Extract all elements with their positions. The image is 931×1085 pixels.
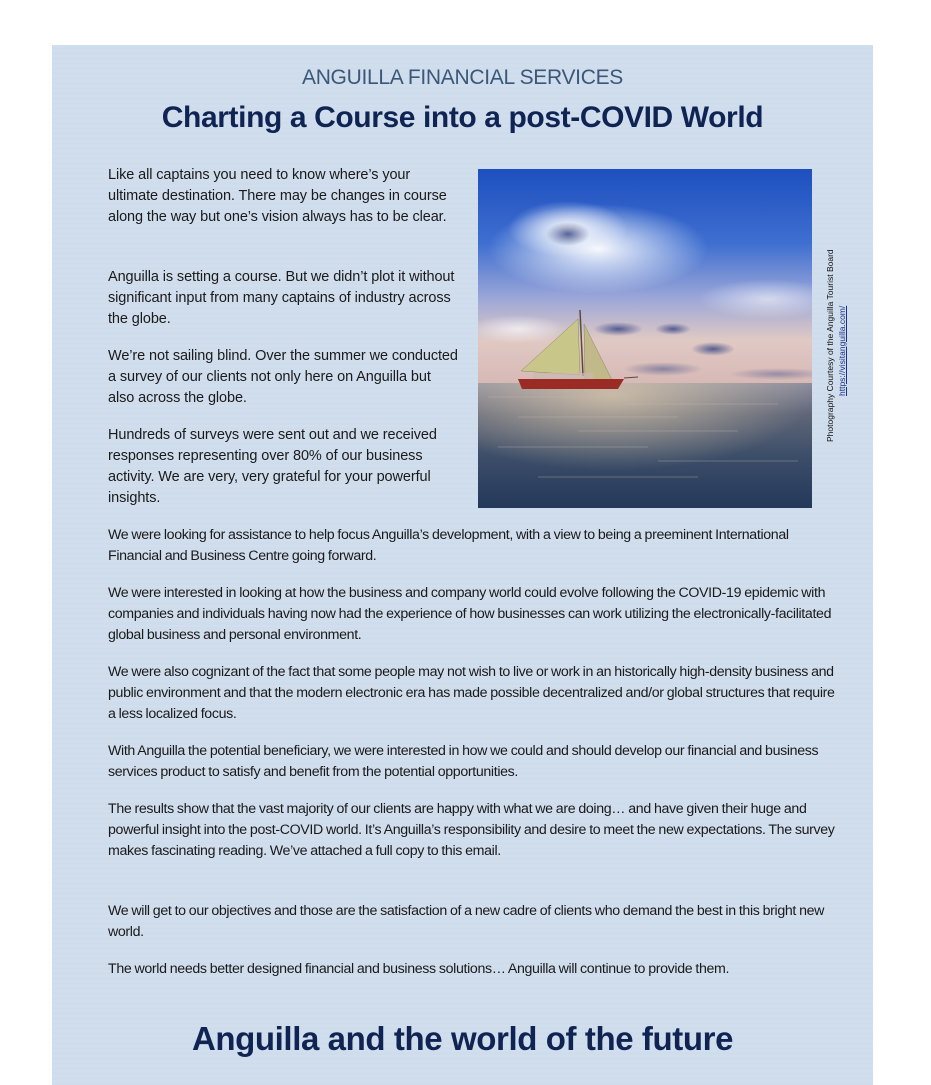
photo-credit (817, 210, 847, 450)
body-paragraph: We were interested in looking at how the business and company world could evolve following the COVID-19 epidemic with companies and individuals having now had the experience of how businesses can work utilizing the electronically-facilitated global business and personal environment. (108, 585, 832, 643)
cloud (546, 222, 590, 246)
body-paragraph: With Anguilla the potential beneficiary, we were interested in how we could and should develop our financial and business services product to satisfy and benefit from the potential opportunities. (108, 743, 819, 780)
intro-paragraph: We’re not sailing blind. Over the summer we conducted a survey of our clients not only here on Anguilla but also across the globe. (108, 348, 458, 406)
organization-name: ANGUILLA FINANCIAL SERVICES (301, 66, 623, 89)
section-heading: Anguilla and the world of the future (191, 1020, 734, 1057)
body-paragraph: The world needs better designed financial and business solutions… Anguilla will continue to provide them. (108, 961, 730, 977)
cloud (623, 362, 703, 376)
body-paragraph: The results show that the vast majority of our clients are happy with what we are doing… and have given their huge and powerful insight into the post-COVID world. It’s Anguilla’s responsibility and desire to meet the new expectations. The survey makes fascinating reading. We’ve attached a full copy to this email. (108, 801, 835, 859)
photo-credit-link[interactable]: https://visitanguilla.com/ (837, 305, 847, 396)
cloud (655, 323, 691, 335)
body-paragraph: We will get to our objectives and those are the satisfaction of a new cadre of clients who demand the best in this bright new world. (108, 903, 825, 940)
page-title: Charting a Course into a post-COVID World (161, 101, 764, 134)
intro-paragraph: Anguilla is setting a course. But we didn’t plot it without significant input from many captains of industry across the globe. (108, 269, 455, 327)
cloud (691, 342, 735, 356)
newsletter-panel (52, 45, 873, 1085)
hull (518, 379, 624, 389)
intro-paragraph: Hundreds of surveys were sent out and we received responses representing over 80% of our business activity. We are very, very grateful for your powerful insights. (108, 427, 437, 506)
photo-credit-text: Photography Courtesy of the Anguilla Tourist Board (825, 249, 835, 442)
body-paragraph: We were also cognizant of the fact that some people may not wish to live or work in an historically high-density business and public environment and that the modern electronic era has made possible decentralized and/or global structures that require a less localized focus. (108, 664, 835, 722)
sailboat-photo (478, 169, 812, 508)
sun-reflection (478, 383, 812, 508)
cloud (593, 322, 643, 336)
deck (533, 373, 593, 379)
intro-paragraph: Like all captains you need to know where’s your ultimate destination. There may be changes in course along the way but one’s vision always has to be clear. (108, 167, 447, 225)
body-paragraph: We were looking for assistance to help focus Anguilla’s development, with a view to being a preeminent International Financial and Business Centre going forward. (108, 527, 789, 564)
